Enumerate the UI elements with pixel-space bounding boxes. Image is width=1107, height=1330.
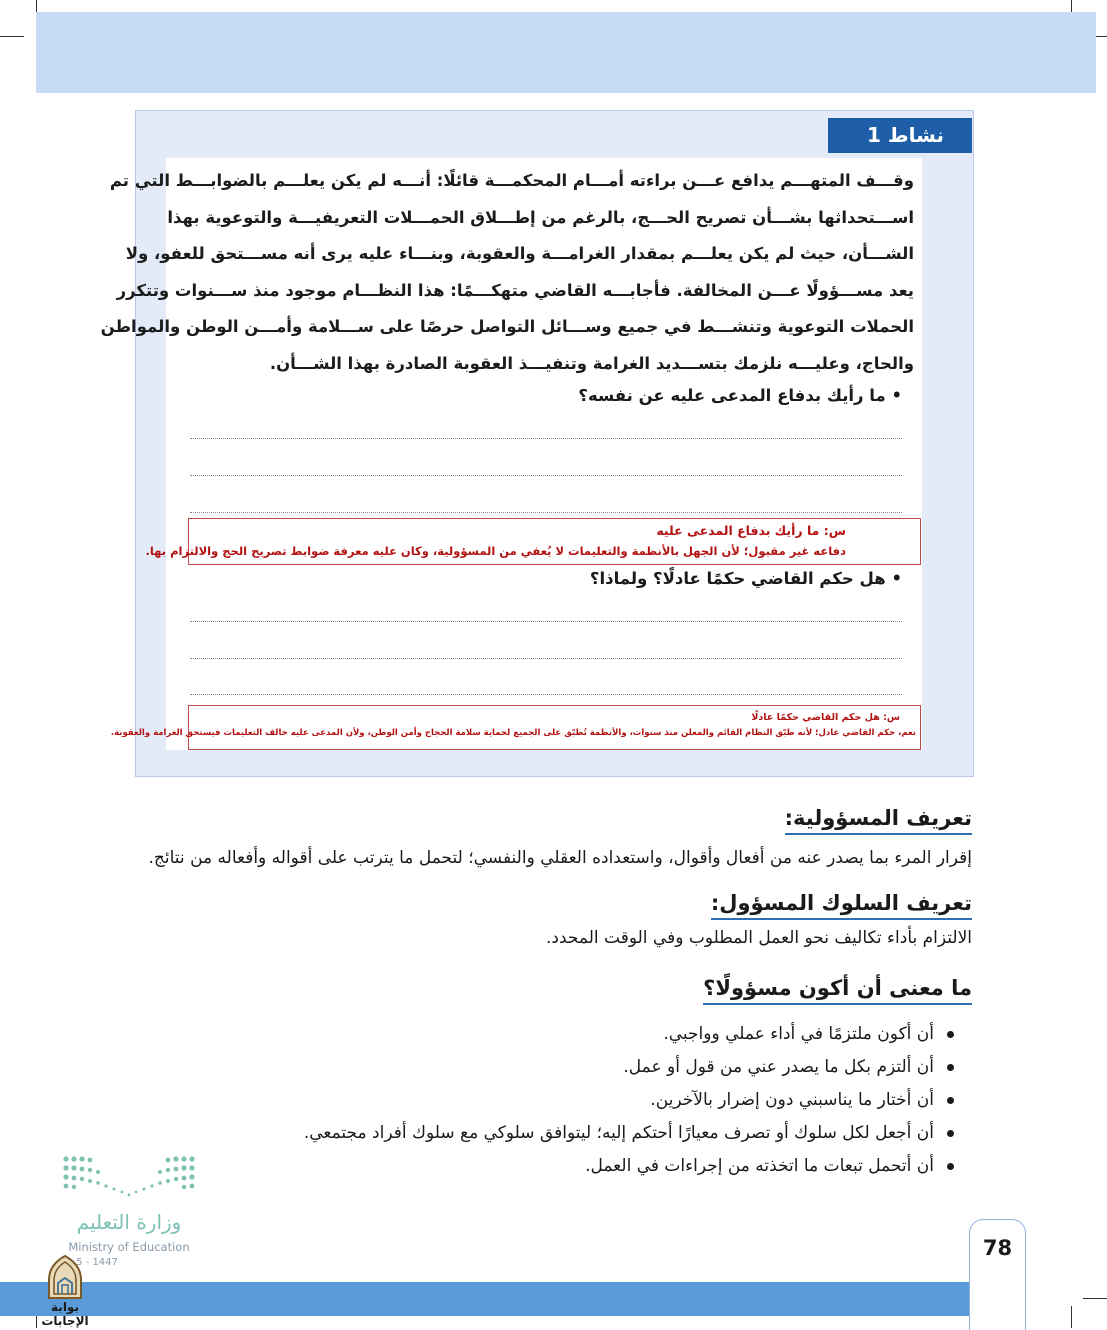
list-item: أن أتحمل تبعات ما اتخذته من إجراءات في العمل. [304, 1150, 952, 1183]
crop-mark [0, 36, 24, 37]
bullet-icon: • [885, 569, 902, 588]
answer-line[interactable] [190, 694, 902, 695]
crop-mark [1083, 1298, 1107, 1299]
bullet-icon [947, 1097, 954, 1104]
story-line: وقـــف المتهـــم يدافع عـــن براءته أمـــام المحكمـــة قائلًا: أنـــه لم يكن يعلـــم بالضوابـــط التي تم [109, 171, 914, 190]
activity-title: نشاط 1 [828, 118, 972, 153]
answer-1-text: دفاعه غير مقبول؛ لأن الجهل بالأنظمة والتعليمات لا يُعفي من المسؤولية، وكان عليه معرفة ضوابط تصريح الحج والالتزام بها. [145, 544, 846, 558]
question-1 [578, 386, 902, 405]
list-item: أن أختار ما يناسبني دون إضرار بالآخرين. [304, 1084, 952, 1117]
bullet-icon [947, 1130, 954, 1137]
portal-logo-icon [44, 1254, 86, 1300]
bullet-icon: • [885, 386, 902, 405]
answer-2-text: نعم، حكم القاضي عادل؛ لأنه طبّق النظام القائم والمعلن منذ سنوات، والأنظمة تُطبّق على الجميع لحماية سلامة الحجاج وأمن الوطن، ولأن المدعى عليه خالف التعليمات فيستحق الغرامة والعقوبة. [110, 728, 916, 738]
bullet-icon [947, 1163, 954, 1170]
bullet-icon [947, 1031, 954, 1038]
activity-story [100, 163, 914, 383]
portal-name: بوابة الإجابات [41, 1300, 89, 1328]
story-line: والحاج، وعليـــه نلزمك بتســـديد الغرامة وتنفيـــذ العقوبة الصادرة بهذا الشـــأن. [269, 353, 914, 373]
responsible-behavior-heading: تعريف السلوك المسؤول: [711, 890, 972, 920]
question-2 [590, 569, 902, 588]
meaning-heading: ما معنى أن أكون مسؤولًا؟ [703, 975, 972, 1005]
ministry-logo-icon [62, 1154, 196, 1198]
answer-2-title: س: هل حكم القاضي حكمًا عادلًا [751, 712, 900, 723]
story-line: الشـــأن، حيث لم يكن يعلـــم بمقدار الغرامـــة والعقوبة، وبنـــاء عليه يرى أنه مســـتحق للعفو، ولا [125, 244, 914, 264]
story-line: اســـتحداثها بشـــأن تصريح الحـــج، بالرغم من إطـــلاق الحمـــلات التعريفيـــة والتوعوية بهذا [167, 207, 914, 227]
answer-line[interactable] [190, 621, 902, 622]
list-item: أن أكون ملتزمًا في أداء عملي وواجبي. [304, 1018, 952, 1051]
answer-line[interactable] [190, 438, 902, 439]
page-number: 78 [982, 1236, 1013, 1260]
crop-mark [1071, 1306, 1072, 1328]
list-item: أن ألتزم بكل ما يصدر عني من قول أو عمل. [304, 1051, 952, 1084]
bottom-footer-band [0, 1282, 972, 1316]
responsibility-heading: تعريف المسؤولية: [785, 805, 972, 835]
top-header-band [36, 12, 1096, 93]
story-line: الحملات التوعوية وتنشـــط في جميع وســـائل التواصل حرصًا على ســـلامة وأمـــن الوطن والمواطن [100, 317, 914, 337]
answer-1-box [145, 518, 921, 565]
ministry-name-arabic: وزارة التعليم [76, 1210, 182, 1234]
answer-line[interactable] [190, 512, 902, 513]
question-2-text: هل حكم القاضي حكمًا عادلًا؟ ولماذا؟ [589, 569, 886, 588]
story-line: يعد مســـؤولًا عـــن المخالفة. فأجابـــه القاضي متهكـــمًا: هذا النظـــام موجود منذ ســـنوات وتتكرر [116, 280, 914, 300]
answer-1-title: س: ما رأيك بدفاع المدعى عليه [656, 523, 846, 538]
question-1-text: ما رأيك بدفاع المدعى عليه عن نفسه؟ [578, 386, 886, 405]
ministry-name-english: Ministry of Education [68, 1240, 190, 1254]
responsible-behavior-definition: الالتزام بأداء تكاليف نحو العمل المطلوب وفي الوقت المحدد. [546, 928, 972, 948]
answer-line[interactable] [190, 658, 902, 659]
ministry-year: 5 - 1447 [76, 1257, 118, 1268]
answer-2-box [110, 705, 921, 750]
answer-line[interactable] [190, 475, 902, 476]
meaning-list [304, 1018, 952, 1183]
list-item: أن أجعل لكل سلوك أو تصرف معيارًا أحتكم إليه؛ ليتوافق سلوكي مع سلوك أفراد مجتمعي. [304, 1117, 952, 1150]
responsibility-definition: إقرار المرء بما يصدر عنه من أفعال وأقوال، واستعداده العقلي والنفسي؛ لتحمل ما يترتب على أقواله وأفعاله من نتائج. [148, 848, 972, 868]
bullet-icon [947, 1064, 954, 1071]
